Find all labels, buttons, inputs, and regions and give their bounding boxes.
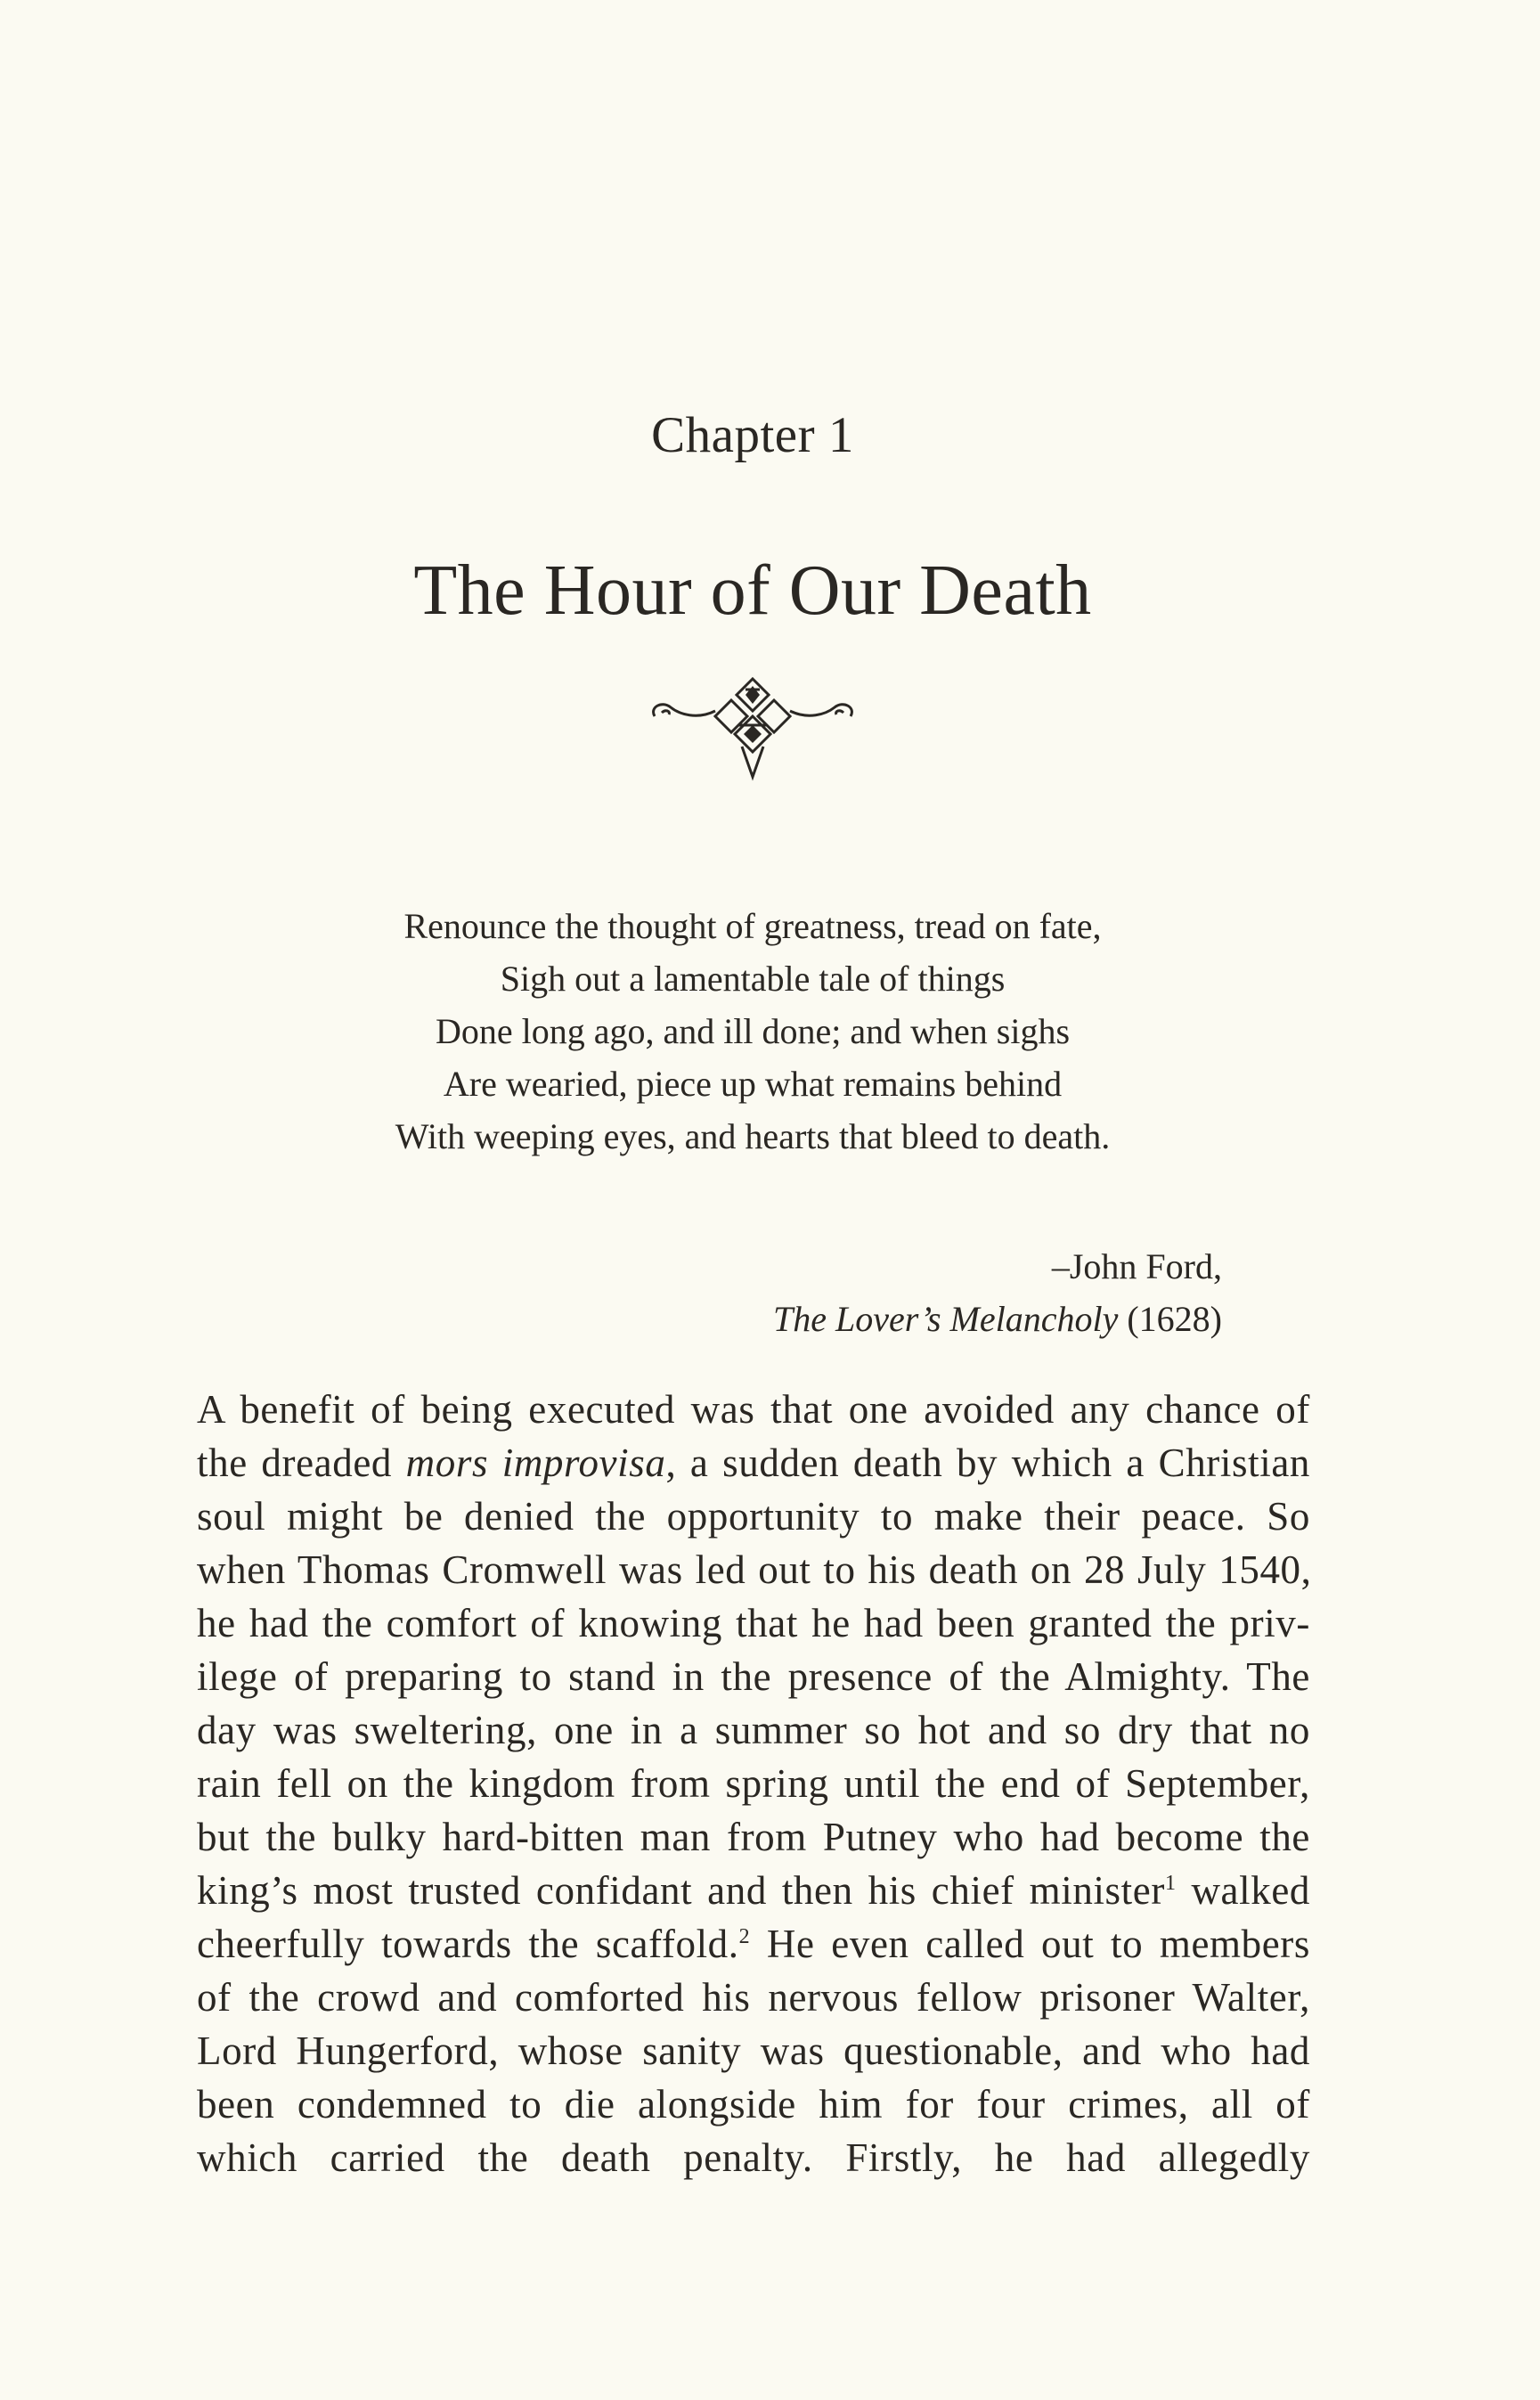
epigraph-line: Renounce the thought of greatness, tread on fate, [403,906,1102,946]
epigraph-attribution [773,1240,1222,1345]
epigraph-source [773,1293,1222,1345]
epigraph-work-year: (1628) [1127,1299,1222,1339]
body-line: ilege of preparing to stand in the presence of the Almighty. The [197,1654,1310,1699]
epigraph-author: –John Ford, [1051,1246,1222,1286]
epigraph-line: With weeping eyes, and hearts that bleed to death. [395,1116,1111,1156]
body-line: when Thomas Cromwell was led out to his death on 28 July 1540, [197,1547,1312,1592]
footnote-marker[interactable]: 1 [1164,1872,1177,1895]
body-line: soul might be denied the opportunity to make their peace. So [197,1494,1310,1539]
body-text-run: He even called out to members [750,1922,1310,1966]
body-text-run: king’s most trusted confidant and then his chief minister [197,1868,1165,1913]
body-line: A benefit of being executed was that one avoided any chance of [197,1387,1310,1432]
body-line: been condemned to die alongside him for four crimes, all of [197,2082,1310,2127]
body-line: day was sweltering, one in a summer so hot and so dry that no [197,1708,1310,1752]
body-text-run: the dreaded [197,1441,406,1485]
body-line: rain fell on the kingdom from spring until the end of September, [197,1761,1310,1806]
body-text-run: walked [1176,1868,1310,1913]
body-text-run: cheerfully towards the scaffold. [197,1922,739,1966]
epigraph-line: Sigh out a lamentable tale of things [500,959,1006,999]
body-line: Lord Hungerford, whose sanity was questionable, and who had [197,2029,1310,2073]
body-line [197,1917,1310,1971]
footnote-marker[interactable]: 2 [738,1925,751,1948]
epigraph-line: Done long ago, and ill done; and when sighs [435,1011,1071,1051]
body-line: which carried the death penalty. Firstly, he had allegedly [197,2135,1310,2180]
body-text-run: , a sudden death by which a Christian [665,1441,1310,1485]
body-paragraph [197,1383,1310,2184]
chapter-title: The Hour of Our Death [413,551,1092,630]
epigraph-line: Are wearied, piece up what remains behind [443,1064,1063,1104]
body-line [197,1436,1310,1490]
epigraph [0,900,1505,1163]
epigraph-work-title: The Lover’s Melancholy [773,1299,1119,1339]
body-line [197,1864,1310,1917]
body-emphasis: mors improvisa [405,1441,666,1485]
fleuron-ornament-icon [646,670,860,786]
body-line: but the bulky hard-bitten man from Putney who had become the [197,1815,1310,1859]
body-line: he had the comfort of knowing that he had been granted the priv- [197,1601,1310,1645]
chapter-label: Chapter 1 [651,407,854,463]
body-line: of the crowd and comforted his nervous fellow prisoner Walter, [197,1975,1310,2020]
